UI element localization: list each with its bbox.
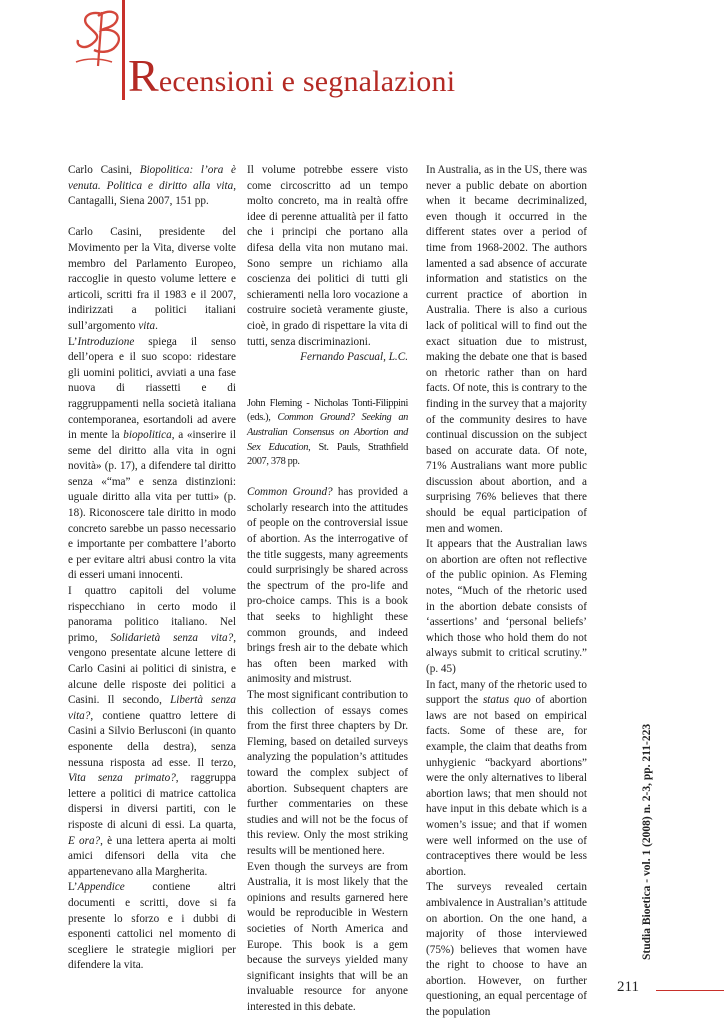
section-title bbox=[128, 50, 456, 101]
review1-paragraph: L’Introduzione spiega il senso dell’opera e il suo scopo: ridestare gli uomini politici, avviati a una fase nuova di riassetti e di raggruppamenti nella società italiana contemporanea, esortandoli ad avere in mente la biopolitica, a «inserire il seme del diritto alla vita in ogni novità» (p. 17), a difendere tal diritto senza «“ma” e senza distinzioni: uguale diritto alla vita per tutti» (p. 18). Riconoscere tale diritto in modo concreto sarebbe un passo necessario e importante per combattere l’aborto e per evitare altri abusi contro la vita di esseri umani innocenti. bbox=[68, 335, 236, 582]
page-number: 211 bbox=[617, 979, 639, 995]
review1-paragraph-full: Il volume potrebbe essere visto come circoscritto ad un tempo molto concreto, ma in realtà offre idee di perenne attualità per il fatto che i principi che portano alla difesa della vita non mutano mai. Sono sempre un richiamo alla coscienza dei politici di tutti gli schieramenti nella loro vocazione a costruire società veramente giuste, cioè, in grado di rispettare la vita di tutti, senza discriminazioni. bbox=[247, 164, 408, 348]
column-2 bbox=[247, 163, 408, 1015]
journal-citation-sidebar: Studia Bioetica - vol. 1 (2008) n. 2-3, pp. 211-223 bbox=[641, 723, 653, 960]
review2-paragraph: It appears that the Australian laws on abortion are often not reflective of the public opinion. As Fleming notes, “Much of the rhetoric used in the abortion debate consists of ‘assertions’ and ‘personal beliefs’ which those who hold them do not always submit to critical scrutiny.” (p. 45) bbox=[426, 538, 587, 675]
review2-paragraph: The most significant contribution to this collection of essays comes from the first three chapters by Dr. Fleming, based on detailed surveys analyzing the population’s attitudes toward the complex subject of abortion. Subsequent chapters are further commentaries on these studies and will not be the focus of this review. Only the most striking results will be mentioned here. bbox=[247, 689, 408, 857]
section-title-initial: R bbox=[128, 50, 159, 101]
journal-logo bbox=[72, 6, 128, 70]
review1-signature: Fernando Pascual, L.C. bbox=[300, 351, 408, 364]
review2-paragraph: In fact, many of the rhetoric used to support the status quo of abortion laws are not based on empirical facts. Some of these are, for example, the claim that deaths from unhygienic “backyard abortions” were the only alternatives to liberal abortion laws; that men should not have input in this debate which is a women’s issue; and that if women were well informed on the use of contraceptives there would be less abortion. bbox=[426, 678, 587, 878]
review1-paragraph: L’Appendice contiene altri documenti e scritti, dove si fa presente lo sforzo e i dubbi di esponenti cattolici nel momento di scegliere le strategie migliori per difendere la vita. bbox=[68, 881, 236, 972]
review2-paragraph: Common Ground? has provided a scholarly research into the attitudes of people on the controversial issue of abortion. As the interrogative of the title suggests, many agreements could surprisingly be shared across the spectrum of the pro-life and pro-choice camps. This is a book that seeks to highlight these common grounds, and indeed brings fresh air to the debate which has often been marked with animosity and mistrust. bbox=[247, 486, 409, 686]
accent-bar bbox=[122, 0, 125, 100]
column-1 bbox=[68, 163, 236, 974]
review2-paragraph: In Australia, as in the US, there was never a public debate on abortion when it became decriminalized, even though it occurred in the different states over a period of time from 1968-2002. The authors lamented a sad absence of accurate information and statistics on the current practice of abortion in Australia. There is also a curious lack of political will to find out the exact situation due to mistrust, making the debate one that is based on rhetoric rather than on hard facts. Of note, this is contrary to the finding in the survey that a majority of the community desires to have continual discussion on the subject based on accurate data. Of note, 71% Australians want more public discussion about abortion, and a surprising 76% believes that there should be equal participation of men and women. bbox=[426, 164, 587, 535]
review1-paragraph: Carlo Casini, presidente del Movimento per la Vita, diverse volte membro del Parlamento Europeo, raccoglie in questo volume lettere e articoli, scritti fra il 1983 e il 2007, indirizzati a politici italiani sull’argomento vita. bbox=[68, 226, 236, 332]
review2-reference: John Fleming - Nicholas Tonti-Filippini (eds.), Common Ground? Seeking an Australian Consensus on Abortion and Sex Education, St. Pauls, Strathfield 2007, 378 pp. bbox=[247, 397, 409, 468]
review2-paragraph: The surveys revealed certain ambivalence in Australian’s attitude on abortion. On the one hand, a majority of those interviewed (75%) believes that women have the right to choose to have an abortion. However, on further questioning, an equal percentage of the population bbox=[426, 881, 587, 1019]
page-number-rule bbox=[656, 990, 724, 991]
review2-paragraph: Even though the surveys are from Australia, it is most likely that the opinions and results garnered here would be reproducible in Western societies of North America and Europe. This book is a gem because the surveys yielded many significant insights that will be an invaluable resource for anyone interested in this debate. bbox=[247, 860, 408, 1013]
section-title-rest: ecensioni e segnalazioni bbox=[158, 65, 456, 98]
column-3 bbox=[426, 163, 587, 1021]
review1-paragraph: I quattro capitoli del volume rispecchiano in certo modo il panorama politico italiano. Nel primo, Solidarietà senza vita?, vengono presentate alcune lettere di Carlo Casini ai politici di sinistra, e alcune delle risposte dei politici a Casini. Il secondo, Libertà senza vita?, contiene quattro lettere di Casini a Silvio Berlusconi (in quanto esponente della destra), senza nessuna risposta ad esse. Il terzo, Vita senza primato?, raggruppa lettere a politici di matrice cattolica dispersi in diversi partiti, con le risposte di alcuni di essi. La quarta, E ora?, è una lettera aperta ai molti amici difensori della vita che appartenevano alla Margherita. bbox=[68, 585, 236, 878]
review1-reference: Carlo Casini, Biopolitica: l’ora è venuta. Politica e diritto alla vita, Cantagalli, Siena 2007, 151 pp. bbox=[68, 164, 236, 208]
